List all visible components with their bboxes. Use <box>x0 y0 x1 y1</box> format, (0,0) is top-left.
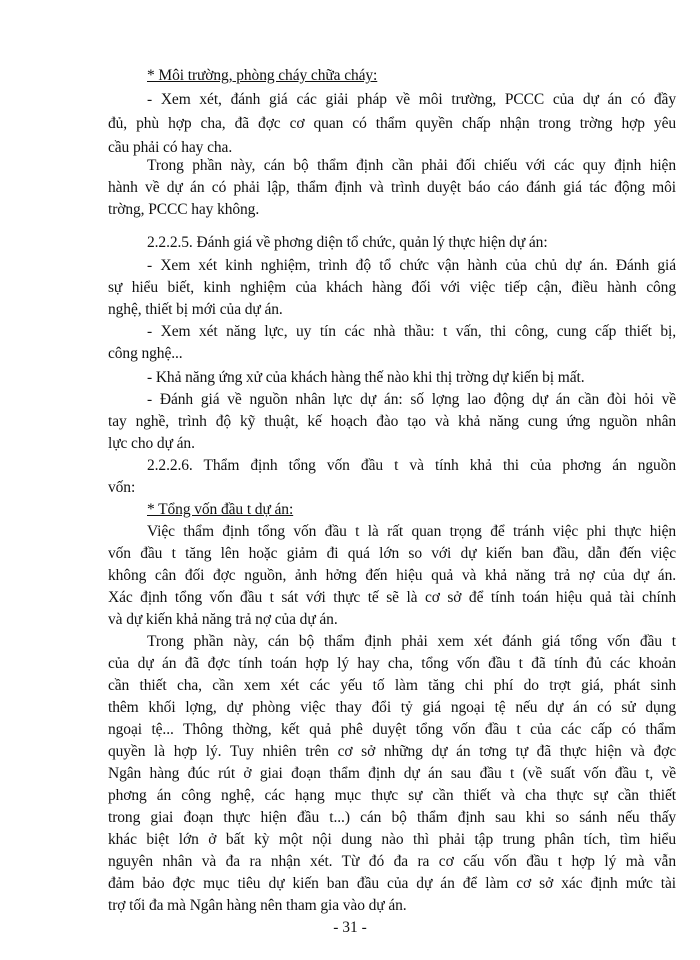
paragraph-line: - Xem xét, đánh giá các giải pháp về môi trường, PCCC của dự án có đầy <box>147 91 676 108</box>
paragraph-line: trong giai đoạn thực hiện đầu t...) cán bộ thẩm định sau khi so sánh nếu thấy <box>108 809 676 826</box>
paragraph-line: lực cho dự án. <box>108 435 195 452</box>
paragraph-line: không cân đối đợc nguồn, ảnh hởng đến hiệu quả và khả năng trả nợ của dự án. <box>108 567 676 584</box>
paragraph-line: tay nghề, trình độ kỹ thuật, kế hoạch đào tạo và khả năng cung ứng nguồn nhân <box>108 413 676 430</box>
paragraph-line: Trong phần này, cán bộ thẩm định cần phải đối chiếu với các quy định hiện <box>147 157 676 174</box>
paragraph-line: của dự án đã đợc tính toán hợp lý hay cha, tổng vốn đầu t đã tính đủ các khoản <box>108 655 676 672</box>
paragraph-line: phơng án công nghệ, các hạng mục thực sự cần thiết và cha thực sự cần thiết <box>108 787 676 804</box>
paragraph-line: - Xem xét kinh nghiệm, trình độ tổ chức vận hành của chủ dự án. Đánh giá <box>147 257 676 274</box>
paragraph-line: - Đánh giá về nguồn nhân lực dự án: số lợng lao động dự án cần đòi hỏi về <box>147 391 676 408</box>
paragraph-line: đảm bảo đợc mục tiêu dự kiến ban đầu của dự án để làm cơ sở xác định mức tài <box>108 875 676 892</box>
page-number: - 31 - <box>333 919 367 936</box>
paragraph-line: - Khả năng ứng xử của khách hàng thế nào khi thị trờng dự kiến bị mất. <box>147 369 585 386</box>
paragraph-line: nguyên nhân và đa ra nhận xét. Từ đó đa ra cơ cấu vốn đầu t hợp lý mà vẫn <box>108 853 676 870</box>
paragraph-line: ngoại tệ... Thông thờng, kết quả phê duyệt tổng vốn đầu t của các cấp có thẩm <box>108 721 676 738</box>
paragraph-line: thêm khối lợng, dự phòng việc thay đổi tỷ giá ngoại tệ nếu dự án có sử dụng <box>108 699 676 716</box>
section-heading-2-2-2-6: 2.2.2.6. Thẩm định tổng vốn đầu t và tính khả thi của phơng án nguồn <box>147 457 676 474</box>
paragraph-line: Việc thẩm định tổng vốn đầu t là rất quan trọng để tránh việc phi thực hiện <box>147 523 676 540</box>
paragraph-line: công nghệ... <box>108 345 183 362</box>
paragraph-line: vốn đầu t tăng lên hoặc giảm đi quá lớn so với dự kiến ban đầu, dẫn đến việc <box>108 545 676 562</box>
paragraph-line: Ngân hàng đúc rút ở giai đoạn thẩm định dự án sau đầu t (về suất vốn đầu t, về <box>108 765 676 782</box>
paragraph-line: trờng, PCCC hay không. <box>108 201 260 218</box>
paragraph-line: Xác định tổng vốn đầu t sát với thực tế sẽ là cơ sở để tính toán hiệu quả tài chính <box>108 589 676 606</box>
paragraph-line: quyền là hợp lý. Tuy nhiên trên cơ sở những dự án tơng tự đã thực hiện và đợc <box>108 743 676 760</box>
heading-total-investment: * Tổng vốn đầu t dự án: <box>147 501 294 518</box>
heading-environment: * Môi trường, phòng cháy chữa cháy: <box>147 67 378 84</box>
section-heading-continuation: vốn: <box>108 479 136 496</box>
paragraph-line: hành về dự án có phải lập, thẩm định và trình duyệt báo cáo đánh giá tác động môi <box>108 179 676 196</box>
paragraph-line: đủ, phù hợp cha, đã đợc cơ quan có thẩm quyền chấp nhận trong trờng hợp yêu <box>108 115 676 132</box>
paragraph-line: cầu phải có hay cha. <box>108 139 233 156</box>
section-heading-2-2-2-5: 2.2.2.5. Đánh giá về phơng diện tổ chức, quản lý thực hiện dự án: <box>147 234 548 251</box>
paragraph-line: khác biệt lớn ở bất kỳ một nội dung nào thì phải tập trung phân tích, tìm hiểu <box>108 831 676 848</box>
paragraph-line: Trong phần này, cán bộ thẩm định phải xem xét đánh giá tổng vốn đầu t <box>147 633 676 650</box>
paragraph-line: và dự kiến khả năng trả nợ của dự án. <box>108 611 338 628</box>
paragraph-line: nghệ, thiết bị mới của dự án. <box>108 301 283 318</box>
paragraph-line: sự hiểu biết, kinh nghiệm của khách hàng đối với việc tiếp cận, điều hành công <box>108 279 676 296</box>
paragraph-line: trợ tối đa mà Ngân hàng nên tham gia vào dự án. <box>108 897 407 914</box>
paragraph-line: cần thiết cha, cần xem xét các yếu tố làm tăng chi phí do trợt giá, phát sinh <box>108 677 676 694</box>
paragraph-line: - Xem xét năng lực, uy tín các nhà thầu: t vấn, thi công, cung cấp thiết bị, <box>147 323 676 340</box>
